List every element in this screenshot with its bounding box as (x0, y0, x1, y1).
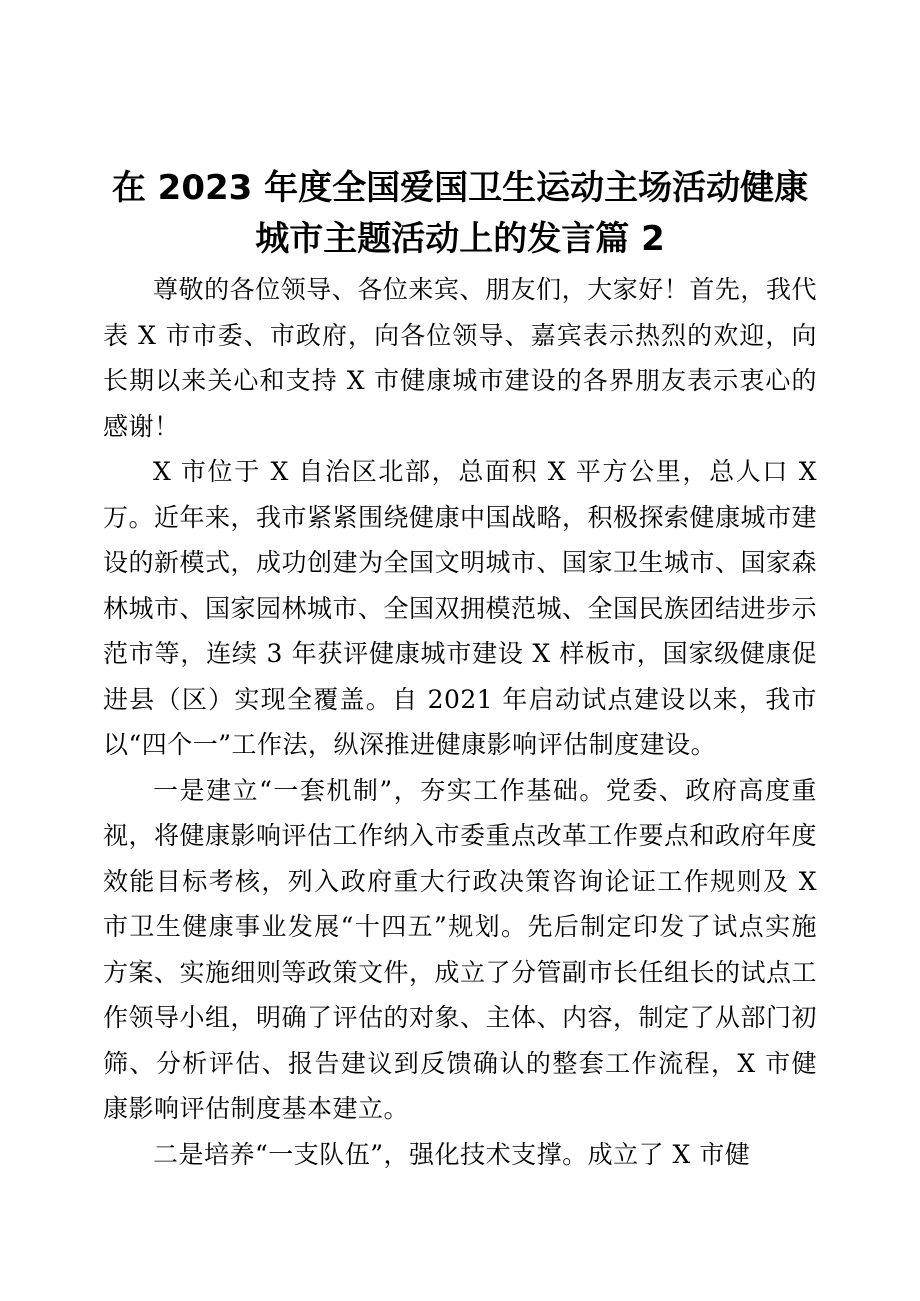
paragraph-city-overview: X 市位于 X 自治区北部，总面积 X 平方公里，总人口 X 万。近年来，我市紧紧围绕健康中国战略，积极探索健康城市建设的新模式，成功创建为全国文明城市、国家卫生城市、国家森林城市、国家园林城市、全国双拥模范城、全国民族团结进步示范市等，连续 3 年获评健康城市建设 X 样板市，国家级健康促进县（区）实现全覆盖。自 2021 年启动试点建设以来，我市以“四个一”工作法，纵深推进健康影响评估制度建设。 (103, 457, 818, 759)
paragraph-mechanism: 一是建立“一套机制”，夯实工作基础。党委、政府高度重视，将健康影响评估工作纳入市委重点改革工作要点和政府年度效能目标考核，列入政府重大行政决策咨询论证工作规则及 X 市卫生健康事业发展“十四五”规划。先后制定印发了试点实施方案、实施细则等政策文件，成立了分管副市长任组长的试点工作领导小组，明确了评估的对象、主体、内容，制定了从部门初筛、分析评估、报告建议到反馈确认的整套工作流程，X 市健康影响评估制度基本建立。 (103, 775, 818, 1123)
document-body (103, 267, 817, 1177)
document-title-line-2: 城市主题活动上的发言篇 2 (255, 219, 665, 259)
paragraph-team: 二是培养“一支队伍”，强化技术支撑。成立了 X 市健 (153, 1139, 751, 1169)
paragraph-greeting: 尊敬的各位领导、各位来宾、朋友们，大家好！首先，我代表 X 市市委、市政府，向各位领导、嘉宾表示热烈的欢迎，向长期以来关心和支持 X 市健康城市建设的各界朋友表示衷心的感谢！ (103, 275, 817, 441)
document-title-line-1: 在 2023 年度全国爱国卫生运动主场活动健康 (111, 168, 809, 208)
